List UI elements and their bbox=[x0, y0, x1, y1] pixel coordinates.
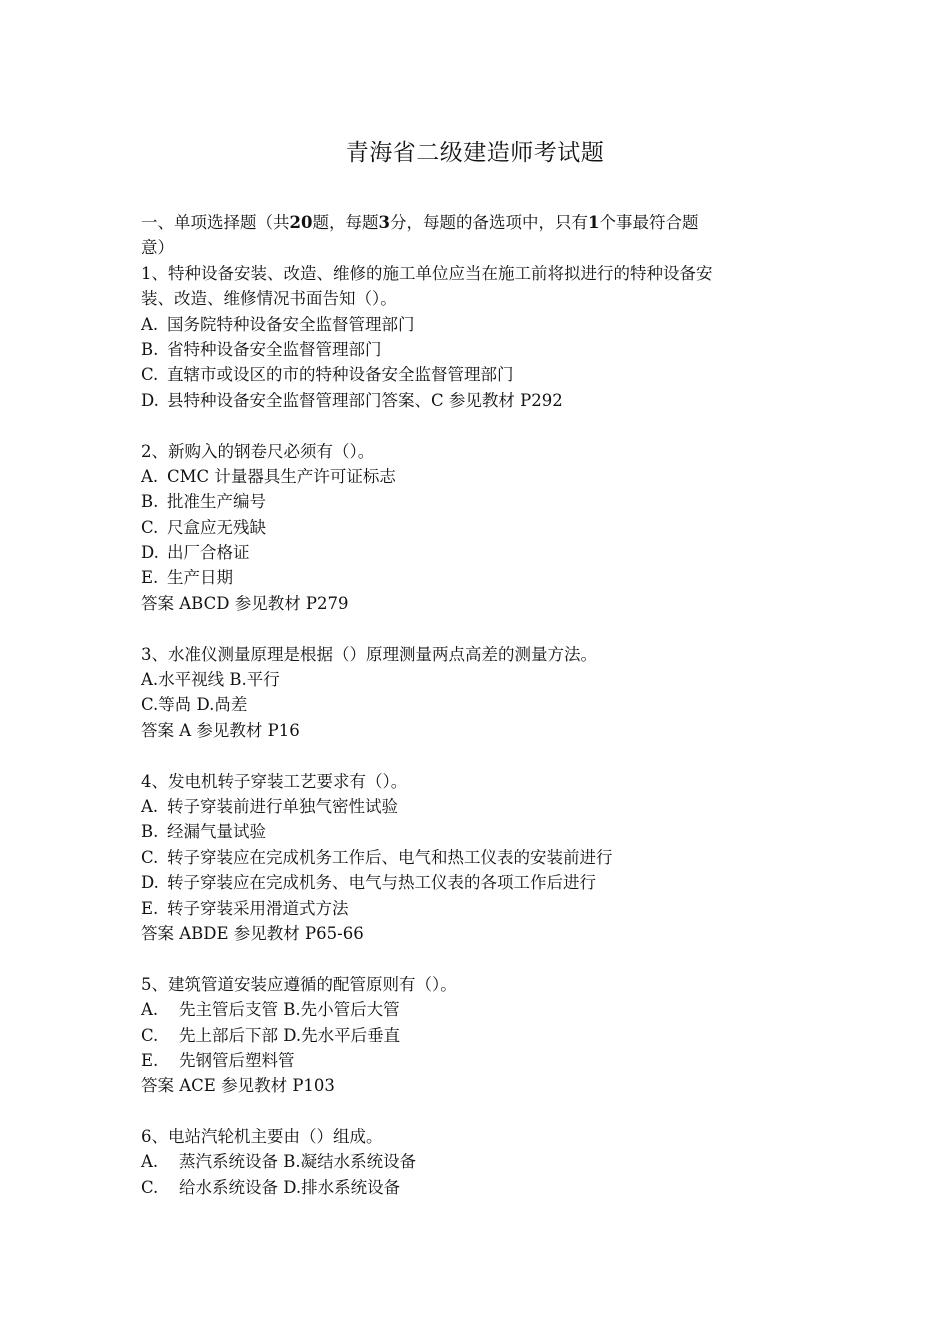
question-2-option-b bbox=[141, 489, 811, 514]
question-5-stem: 5、建筑管道安装应遵循的配管原则有（）。 bbox=[141, 974, 457, 994]
option-letter: E. bbox=[141, 568, 159, 588]
paragraph-gap bbox=[141, 743, 811, 768]
question-3-stem: 3、水准仪测量原理是根据（）原理测量两点高差的测量方法。 bbox=[141, 644, 597, 664]
option-letter: B. bbox=[141, 339, 159, 359]
question-1-stem-cont: 装、改造、维修情况书面告知（）。 bbox=[141, 289, 397, 309]
question-4-answer: 答案 ABDE 参见教材 P65-66 bbox=[141, 923, 364, 943]
option-text: 转子穿装采用滑道式方法 bbox=[167, 898, 349, 918]
question-4-stem: 4、发电机转子穿装工艺要求有（）。 bbox=[141, 771, 408, 791]
option-letter: B. bbox=[141, 822, 159, 842]
question-1-option-c bbox=[141, 362, 811, 387]
paragraph-gap bbox=[141, 413, 811, 438]
section-heading-text: 个事最符合题 bbox=[599, 213, 699, 232]
option-letter: C. bbox=[141, 847, 159, 867]
option-text: 先上部后下部 D.先水平后垂直 bbox=[179, 1025, 401, 1045]
question-4-option-d bbox=[141, 870, 811, 895]
option-text: 蒸汽系统设备 B.凝结水系统设备 bbox=[179, 1152, 417, 1172]
option-text: 生产日期 bbox=[167, 568, 233, 588]
option-letter: A. bbox=[141, 1000, 159, 1020]
question-5-options-cd bbox=[141, 1023, 811, 1048]
paragraph-gap bbox=[141, 616, 811, 641]
option-letter: C. bbox=[141, 365, 159, 385]
option-letter: E. bbox=[141, 898, 159, 918]
section-heading-text: 题，每题 bbox=[312, 213, 379, 232]
question-6-stem: 6、电站汽轮机主要由（）组成。 bbox=[141, 1127, 383, 1147]
question-6-options-ab bbox=[141, 1149, 811, 1174]
option-text: 出厂合格证 bbox=[167, 543, 250, 563]
question-5-options-ab bbox=[141, 997, 811, 1022]
section-heading-text: 一、单项选择题（共 bbox=[141, 213, 290, 232]
question-4-option-e bbox=[141, 896, 811, 921]
option-letter: B. bbox=[141, 492, 159, 512]
option-text: 县特种设备安全监督管理部门答案、C 参见教材 P292 bbox=[167, 390, 563, 410]
paragraph-gap bbox=[141, 946, 811, 971]
question-count: 20 bbox=[289, 213, 313, 232]
option-letter: D. bbox=[141, 390, 159, 410]
question-score: 3 bbox=[378, 213, 390, 232]
option-text: 转子穿装应在完成机务、电气与热工仪表的各项工作后进行 bbox=[167, 873, 596, 893]
section-heading-text: 分，每题的备选项中，只有 bbox=[389, 213, 588, 232]
question-2-option-c bbox=[141, 515, 811, 540]
question-1-stem: 1、特种设备安装、改造、维修的施工单位应当在施工前将拟进行的特种设备安 bbox=[141, 263, 713, 283]
option-text: 省特种设备安全监督管理部门 bbox=[167, 339, 382, 359]
question-1-option-b bbox=[141, 337, 811, 362]
option-letter: E. bbox=[141, 1050, 159, 1070]
question-4-option-a bbox=[141, 794, 811, 819]
option-letter: C. bbox=[141, 517, 159, 537]
question-3-options-line1: A.水平视线 B.平行 bbox=[141, 670, 280, 690]
correct-option-count: 1 bbox=[587, 213, 600, 232]
option-letter: C. bbox=[141, 1177, 159, 1197]
option-text: CMC 计量器具生产许可证标志 bbox=[167, 466, 396, 486]
option-letter: A. bbox=[141, 1152, 159, 1172]
option-letter: C. bbox=[141, 1025, 159, 1045]
question-4-option-c bbox=[141, 845, 811, 870]
question-3-answer: 答案 A 参见教材 P16 bbox=[141, 720, 300, 740]
option-text: 先钢管后塑料管 bbox=[179, 1050, 295, 1070]
option-text: 尺盒应无残缺 bbox=[167, 517, 266, 537]
option-letter: A. bbox=[141, 796, 159, 816]
question-4-option-b bbox=[141, 819, 811, 844]
option-text: 转子穿装应在完成机务工作后、电气和热工仪表的安装前进行 bbox=[167, 847, 613, 867]
option-text: 批准生产编号 bbox=[167, 492, 266, 512]
question-1-option-d bbox=[141, 388, 811, 413]
document-body bbox=[141, 210, 811, 1200]
option-letter: D. bbox=[141, 873, 159, 893]
question-2-answer: 答案 ABCD 参见教材 P279 bbox=[141, 593, 349, 613]
option-text: 给水系统设备 D.排水系统设备 bbox=[179, 1177, 401, 1197]
question-2-option-a bbox=[141, 464, 811, 489]
question-5-answer: 答案 ACE 参见教材 P103 bbox=[141, 1076, 335, 1096]
section-heading-line2: 意） bbox=[141, 238, 174, 258]
option-text: 转子穿装前进行单独气密性试验 bbox=[167, 796, 398, 816]
question-1-option-a bbox=[141, 312, 811, 337]
document-title: 青海省二级建造师考试题 bbox=[345, 140, 605, 166]
question-2-option-e bbox=[141, 565, 811, 590]
option-text: 先主管后支管 B.先小管后大管 bbox=[179, 1000, 400, 1020]
question-2-option-d bbox=[141, 540, 811, 565]
paragraph-gap bbox=[141, 1099, 811, 1124]
option-text: 直辖市或设区的市的特种设备安全监督管理部门 bbox=[167, 365, 514, 385]
section-heading bbox=[141, 210, 811, 235]
question-5-option-e bbox=[141, 1048, 811, 1073]
question-2-stem: 2、新购入的钢卷尺必须有（）。 bbox=[141, 441, 375, 461]
question-6-options-cd bbox=[141, 1175, 811, 1200]
option-letter: A. bbox=[141, 314, 159, 334]
option-text: 国务院特种设备安全监督管理部门 bbox=[167, 314, 415, 334]
option-letter: A. bbox=[141, 466, 159, 486]
option-letter: D. bbox=[141, 543, 159, 563]
question-3-options-line2: C.等咼 D.咼差 bbox=[141, 695, 248, 715]
option-text: 经漏气量试验 bbox=[167, 822, 266, 842]
